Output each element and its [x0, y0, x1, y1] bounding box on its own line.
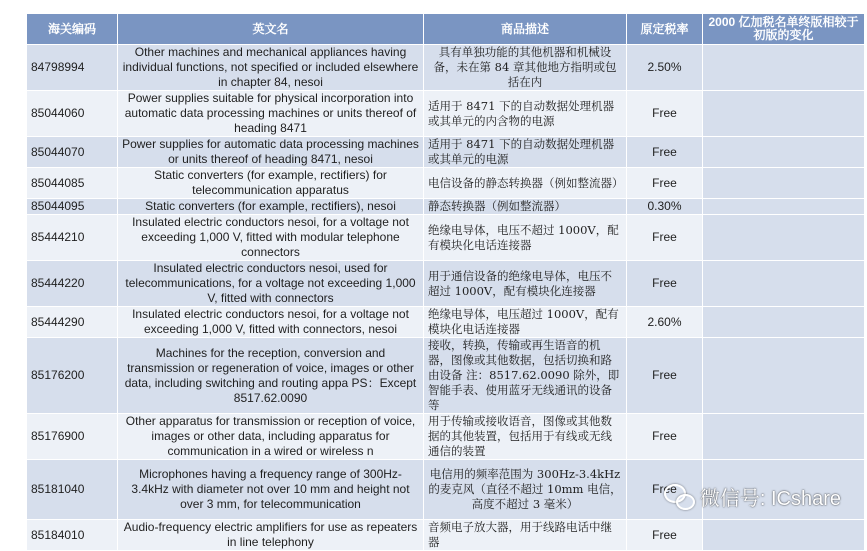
- cell-change: [703, 338, 865, 414]
- cell-english: Static converters (for example, rectifiers), nesoi: [118, 199, 424, 215]
- cell-code: 85444210: [27, 215, 118, 261]
- cell-description: 电信设备的静态转换器（例如整流器）: [424, 168, 627, 199]
- cell-english: Power supplies for automatic data processing machines or units thereof of heading 8471, nesoi: [118, 137, 424, 168]
- cell-english: Machines for the reception, conversion and transmission or regeneration of voice, images or other data, including switching and routing appa PS：Except 8517.62.0090: [118, 338, 424, 414]
- cell-description: 绝缘电导体，电压超过 1000V，配有模块化电话连接器: [424, 307, 627, 338]
- cell-rate: Free: [627, 168, 703, 199]
- cell-description: 音频电子放大器，用于线路电话中继器: [424, 520, 627, 551]
- cell-rate: Free: [627, 414, 703, 460]
- cell-code: 85044060: [27, 91, 118, 137]
- cell-description: 适用于 8471 下的自动数据处理机器或其单元的内含物的电源: [424, 91, 627, 137]
- table-row: [27, 307, 865, 338]
- header-english: 英文名: [118, 14, 424, 45]
- cell-english: Other apparatus for transmission or reception of voice, images or other data, including apparatus for communication in a wired or wireless n: [118, 414, 424, 460]
- cell-change: [703, 199, 865, 215]
- cell-description: 用于通信设备的绝缘电导体，电压不超过 1000V，配有模块化连接器: [424, 261, 627, 307]
- tariff-table: [26, 13, 865, 551]
- table-row: [27, 45, 865, 91]
- table-row: [27, 338, 865, 414]
- table-row: [27, 215, 865, 261]
- table-row: [27, 168, 865, 199]
- cell-description: 用于传输或接收语音，图像或其他数据的其他装置，包括用于有线或无线通信的装置: [424, 414, 627, 460]
- cell-change: [703, 137, 865, 168]
- cell-change: [703, 45, 865, 91]
- cell-code: 85044095: [27, 199, 118, 215]
- header-rate: 原定税率: [627, 14, 703, 45]
- header-change: 2000 亿加税名单终版相较于初版的变化: [703, 14, 865, 45]
- table-row: [27, 261, 865, 307]
- cell-description: 静态转换器（例如整流器）: [424, 199, 627, 215]
- cell-rate: Free: [627, 137, 703, 168]
- watermark-text: 微信号: ICshare: [699, 488, 841, 510]
- table-row: [27, 520, 865, 551]
- table-header-row: [27, 14, 865, 45]
- cell-description: 绝缘电导体，电压不超过 1000V，配有模块化电话连接器: [424, 215, 627, 261]
- cell-description: 适用于 8471 下的自动数据处理机器或其单元的电源: [424, 137, 627, 168]
- cell-english: Audio-frequency electric amplifiers for use as repeaters in line telephony: [118, 520, 424, 551]
- table-row: [27, 91, 865, 137]
- wechat-icon: [664, 484, 694, 510]
- cell-description: 接收，转换，传输或再生语音的机器，图像或其他数据，包括切换和路由设备 注：8517.62.0090 除外，即智能手表、使用蓝牙无线通讯的设备等: [424, 338, 627, 414]
- watermark: [664, 482, 841, 511]
- cell-rate: Free: [627, 460, 703, 520]
- table-row: [27, 414, 865, 460]
- table-row: [27, 199, 865, 215]
- cell-change: [703, 261, 865, 307]
- cell-code: 85181040: [27, 460, 118, 520]
- cell-english: Insulated electric conductors nesoi, used for telecommunications, for a voltage not exceeding 1,000 V, fitted with connectors: [118, 261, 424, 307]
- cell-code: 85176200: [27, 338, 118, 414]
- cell-rate: Free: [627, 520, 703, 551]
- cell-rate: Free: [627, 261, 703, 307]
- cell-change: [703, 168, 865, 199]
- cell-description: 具有单独功能的其他机器和机械设备，未在第 84 章其他地方指明或包括在内: [424, 45, 627, 91]
- cell-code: 85444220: [27, 261, 118, 307]
- cell-english: Insulated electric conductors nesoi, for a voltage not exceeding 1,000 V, fitted with modular telephone connectors: [118, 215, 424, 261]
- cell-rate: 2.60%: [627, 307, 703, 338]
- cell-change: [703, 520, 865, 551]
- header-description: 商品描述: [424, 14, 627, 45]
- cell-english: Static converters (for example, rectifiers) for telecommunication apparatus: [118, 168, 424, 199]
- cell-rate: 2.50%: [627, 45, 703, 91]
- table-row: [27, 137, 865, 168]
- cell-code: 85044085: [27, 168, 118, 199]
- cell-english: Insulated electric conductors nesoi, for a voltage not exceeding 1,000 V, fitted with connectors, nesoi: [118, 307, 424, 338]
- cell-change: [703, 414, 865, 460]
- cell-code: 84798994: [27, 45, 118, 91]
- cell-english: Microphones having a frequency range of 300Hz-3.4kHz with diameter not over 10 mm and height not over 3 mm, for telecommunication: [118, 460, 424, 520]
- cell-change: [703, 307, 865, 338]
- cell-code: 85444290: [27, 307, 118, 338]
- cell-code: 85184010: [27, 520, 118, 551]
- cell-rate: Free: [627, 215, 703, 261]
- cell-code: 85044070: [27, 137, 118, 168]
- cell-code: 85176900: [27, 414, 118, 460]
- cell-change: [703, 215, 865, 261]
- cell-description: 电信用的频率范围为 300Hz-3.4kHz 的麦克风（直径不超过 10mm 电信，高度不超过 3 毫米）: [424, 460, 627, 520]
- cell-rate: Free: [627, 91, 703, 137]
- cell-rate: 0.30%: [627, 199, 703, 215]
- cell-english: Power supplies suitable for physical incorporation into automatic data processing machines or units thereof of heading 8471: [118, 91, 424, 137]
- cell-change: [703, 91, 865, 137]
- header-code: 海关编码: [27, 14, 118, 45]
- cell-rate: Free: [627, 338, 703, 414]
- cell-english: Other machines and mechanical appliances having individual functions, not specified or included elsewhere in chapter 84, nesoi: [118, 45, 424, 91]
